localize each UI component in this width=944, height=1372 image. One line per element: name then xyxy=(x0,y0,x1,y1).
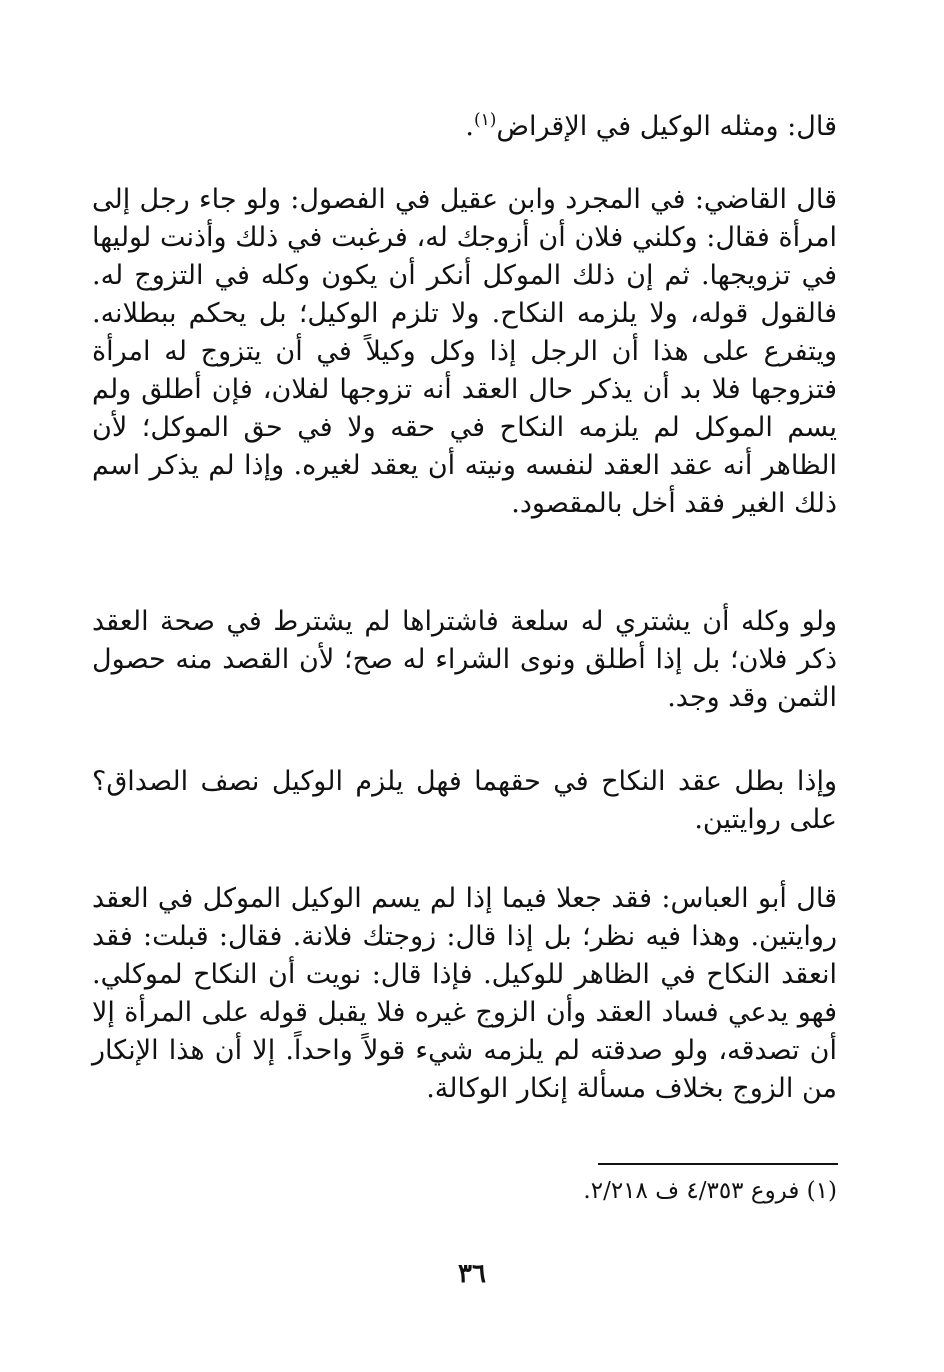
footnote: (١) فروع ٤/٣٥٣ ف ٢/٢١٨. xyxy=(583,1178,837,1204)
paragraph-2: قال القاضي: في المجرد وابن عقيل في الفصول: ولو جاء رجل إلى امرأة فقال: وكلني فلان أن أزوجك له، فرغبت في ذلك وأذنت لوليها في تزويجها. ثم إن ذلك الموكل أنكر أن يكون وكله في التزوج له. فالقول قوله، ولا يلزمه النكاح. ولا تلزم الوكيل؛ بل يحكم ببطلانه. ويتفرع على هذا أن الرجل إذا وكل وكيلاً في أن يتزوج له امرأة فتزوجها فلا بد أن يذكر حال العقد أنه تزوجها لفلان، فإن أطلق ولم يسم الموكل لم يلزمه النكاح في حقه ولا في حق الموكل؛ لأن الظاهر أنه عقد العقد لنفسه ونيته أن يعقد لغيره. وإذا لم يذكر اسم ذلك الغير فقد أخل بالمقصود. xyxy=(92,184,837,519)
paragraph-1-period: . xyxy=(465,111,474,142)
paragraph-1 xyxy=(92,108,837,146)
footnote-separator xyxy=(598,1163,838,1165)
paragraph-3: ولو وكله أن يشتري له سلعة فاشتراها لم يشترط في صحة العقد ذكر فلان؛ بل إذا أطلق ونوى الشراء له صح؛ لأن القصد منه حصول الثمن وقد وجد. xyxy=(92,606,837,713)
paragraph-1-text: قال: ومثله الوكيل في الإقراض xyxy=(496,111,837,142)
footnote-marker: (١) xyxy=(473,110,497,130)
paragraph-4: وإذا بطل عقد النكاح في حقهما فهل يلزم الوكيل نصف الصداق؟ على روايتين. xyxy=(92,766,837,835)
paragraph-5: قال أبو العباس: فقد جعلا فيما إذا لم يسم الوكيل الموكل في العقد روايتين. وهذا فيه نظر؛ بل إذا قال: زوجتك فلانة. فقال: قبلت: فقد انعقد النكاح في الظاهر للوكيل. فإذا قال: نويت أن النكاح لموكلي. فهو يدعي فساد العقد وأن الزوج غيره فلا يقبل قوله على المرأة إلا أن تصدقه، ولو صدقته لم يلزمه شيء قولاً واحداً. إلا أن هذا الإنكار من الزوج بخلاف مسألة إنكار الوكالة. xyxy=(92,883,837,1104)
page-number: ٣٦ xyxy=(458,1259,486,1289)
